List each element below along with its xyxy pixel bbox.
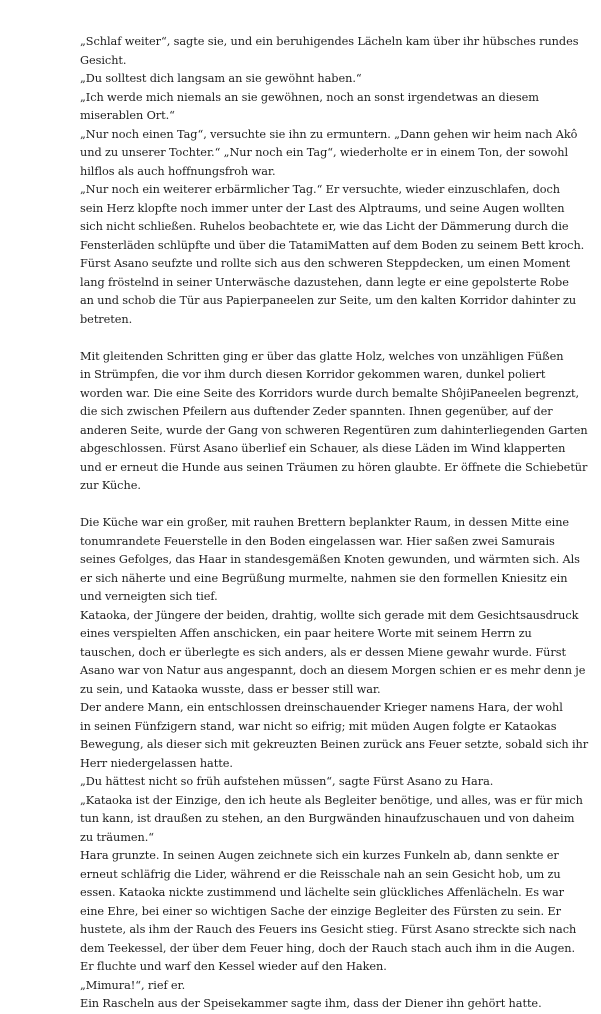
text-line: die sich zwischen Pfeilern aus duftender Zeder spannten. Ihnen gegenüber, auf der <box>80 405 553 418</box>
text-line: eine Ehre, bei einer so wichtigen Sache der einzige Begleiter des Fürsten zu sein. Er <box>80 904 561 918</box>
text-line: hustete, als ihm der Rauch des Feuers ins Gesicht stieg. Fürst Asano streckte sich nach <box>80 923 577 936</box>
paragraph <box>80 514 589 1014</box>
text-line: „Kataoka ist der Einzige, den ich heute als Begleiter benötige, und alles, was er für mich <box>80 793 583 807</box>
text-line: hilflos als auch hoffnungsfroh war. <box>80 164 276 178</box>
text-line: zu sein, und Kataoka wusste, dass er besser still war. <box>80 682 381 696</box>
text-line: an und schob die Tür aus Papierpaneelen zur Seite, um den kalten Korridor dahinter zu <box>80 294 577 307</box>
paragraph-gap <box>80 329 540 348</box>
text-line: seines Gefolges, das Haar in standesgemäßen Knoten gewunden, und wärmten sich. Als <box>80 553 580 566</box>
text-line: miserablen Ort.“ <box>80 109 175 122</box>
text-line: Herr niedergelassen hatte. <box>80 756 233 770</box>
text-line: essen. Kataoka nickte zustimmend und lächelte sein glückliches Affenlächeln. Es war <box>80 886 564 899</box>
text-line: tonumrandete Feuerstelle in den Boden eingelassen war. Hier saßen zwei Samurais <box>80 534 555 548</box>
text-line: sein Herz klopfte noch immer unter der Last des Alptraums, und seine Augen wollten <box>80 201 565 215</box>
text-line: „Du hättest nicht so früh aufstehen müssen“, sagte Fürst Asano zu Hara. <box>80 775 494 788</box>
text-line: Gesicht. <box>80 53 127 67</box>
text-line: Er fluchte und warf den Kessel wieder auf den Haken. <box>80 960 387 973</box>
text-line: erneut schläfrig die Lider, während er die Reisschale nah an sein Gesicht hob, um zu <box>80 867 561 881</box>
text-line: tun kann, ist draußen zu stehen, an den Burgwänden hinaufzuschauen und von daheim <box>80 812 575 825</box>
text-line: „Mimura!“, rief er. <box>80 978 186 992</box>
body-text <box>80 33 589 1014</box>
text-line: Kataoka, der Jüngere der beiden, drahtig, wollte sich gerade mit dem Gesichtsausdruck <box>80 608 579 622</box>
text-line: dem Teekessel, der über dem Feuer hing, doch der Rauch stach auch ihm in die Augen. <box>80 941 576 955</box>
text-line: in Strümpfen, die vor ihm durch diesen Korridor gekommen waren, dunkel poliert <box>80 368 546 381</box>
paragraph <box>80 33 585 329</box>
text-line: Hara grunzte. In seinen Augen zeichnete sich ein kurzes Funkeln ab, dann senkte er <box>80 849 559 862</box>
text-line: Bewegung, als dieser sich mit gekreuzten Beinen zurück ans Feuer setzte, sobald sich ihr <box>80 738 589 751</box>
text-line: Ein Rascheln aus der Speisekammer sagte ihm, dass der Diener ihn gehört hatte. <box>80 997 542 1010</box>
text-line: Fensterläden schlüpfte und über die TatamiMatten auf dem Boden zu seinem Bett kroch. <box>80 238 585 252</box>
text-line: und zu unserer Tochter.“ „Nur noch ein Tag“, wiederholte er in einem Ton, der sowohl <box>80 146 569 159</box>
paragraph-gap <box>80 496 540 515</box>
text-line: und er erneut die Hunde aus seinen Träumen zu hören glaubte. Er öffnete die Schiebetür <box>80 460 588 474</box>
text-line: „Ich werde mich niemals an sie gewöhnen, noch an sonst irgendetwas an diesem <box>80 90 539 104</box>
text-line: Der andere Mann, ein entschlossen dreinschauender Krieger namens Hara, der wohl <box>80 701 563 714</box>
text-line: Die Küche war ein großer, mit rauhen Brettern beplankter Raum, in dessen Mitte eine <box>80 516 570 529</box>
text-line: eines verspielten Affen anschicken, ein paar heitere Worte mit seinem Herrn zu <box>80 627 532 640</box>
text-line: sich nicht schließen. Ruhelos beobachtete er, wie das Licht der Dämmerung durch die <box>80 220 569 233</box>
text-line: „Schlaf weiter“, sagte sie, und ein beruhigendes Lächeln kam über ihr hübsches rundes <box>80 35 579 48</box>
text-line: „Du solltest dich langsam an sie gewöhnt haben.“ <box>80 72 362 85</box>
text-line: lang fröstelnd in seiner Unterwäsche dazustehen, dann legte er eine gepolsterte Robe <box>80 275 569 289</box>
text-line: worden war. Die eine Seite des Korridors wurde durch bemalte ShôjiPaneelen begrenzt, <box>80 386 580 400</box>
text-line: „Nur noch ein weiterer erbärmlicher Tag.“ Er versuchte, wieder einzuschlafen, doch <box>80 183 561 196</box>
text-line: Fürst Asano seufzte und rollte sich aus den schweren Steppdecken, um einen Moment <box>80 257 571 270</box>
text-line: abgeschlossen. Fürst Asano überlief ein Schauer, als diese Läden im Wind klapperten <box>80 442 566 455</box>
text-line: Mit gleitenden Schritten ging er über das glatte Holz, welches von unzähligen Füßen <box>80 349 564 363</box>
text-line: anderen Seite, wurde der Gang von schweren Regentüren zum dahinterliegenden Garten <box>80 423 588 437</box>
text-line: tauschen, doch er überlegte es sich anders, als er dessen Miene gewahr wurde. Fürst <box>80 645 566 659</box>
text-line: betreten. <box>80 312 133 326</box>
text-line: zu träumen.“ <box>80 830 155 844</box>
text-line: und verneigten sich tief. <box>80 590 218 603</box>
text-line: Asano war von Natur aus angespannt, doch an diesem Morgen schien er es mehr denn je <box>80 664 586 677</box>
text-line: „Nur noch einen Tag“, versuchte sie ihn zu ermuntern. „Dann gehen wir heim nach Akô <box>80 127 578 141</box>
text-line: zur Küche. <box>80 479 141 492</box>
paragraph <box>80 348 588 496</box>
text-line: er sich näherte und eine Begrüßung murmelte, nahmen sie den formellen Kniesitz ein <box>80 571 568 585</box>
text-line: in seinen Fünfzigern stand, war nicht so eifrig; mit müden Augen folgte er Kataokas <box>80 719 557 733</box>
